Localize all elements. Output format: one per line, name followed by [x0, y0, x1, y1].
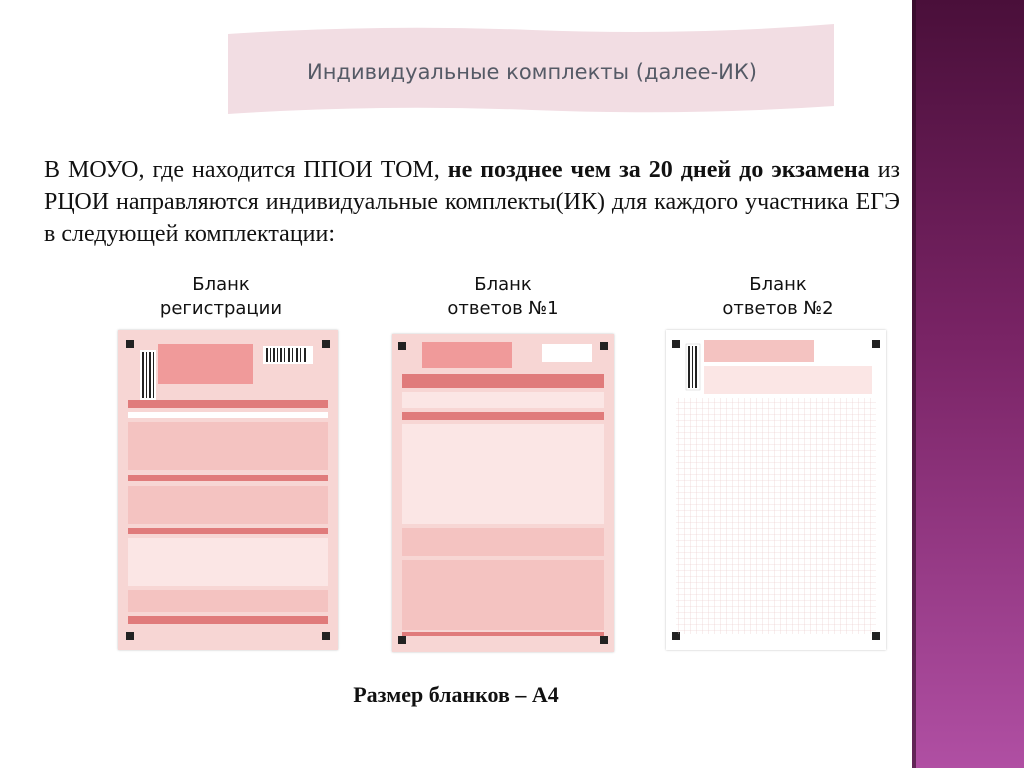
page-title: Индивидуальные комплекты (далее-ИК) — [306, 60, 757, 84]
caption-line: Бланк — [474, 274, 532, 295]
caption-answer-form-1 — [403, 273, 603, 321]
caption-answer-form-2 — [678, 273, 878, 321]
intro-text-2: из РЦОИ направляются индивидуальные комплекты(ИК) для каждого участника ЕГЭ в следующей комплектации: — [44, 157, 901, 247]
caption-line: ответов №1 — [447, 298, 559, 319]
caption-line: ответов №2 — [722, 298, 834, 319]
caption-registration-form — [121, 273, 321, 321]
answer-form-2-image — [666, 330, 886, 650]
caption-line: Бланк — [192, 274, 250, 295]
caption-line: Бланк — [749, 274, 807, 295]
intro-text-bold: не позднее чем за 20 дней до экзамена — [447, 157, 870, 183]
intro-text-1: В МОУО, где находится ППОИ ТОМ, — [44, 157, 448, 183]
answer-form-1-image — [392, 334, 614, 652]
forms-size-note: Размер бланков – А4 — [353, 682, 559, 707]
registration-form-image — [118, 330, 338, 650]
caption-line: регистрации — [159, 298, 283, 319]
decorative-side-bar — [912, 0, 1024, 768]
intro-paragraph — [44, 154, 900, 250]
title-banner — [228, 22, 836, 116]
